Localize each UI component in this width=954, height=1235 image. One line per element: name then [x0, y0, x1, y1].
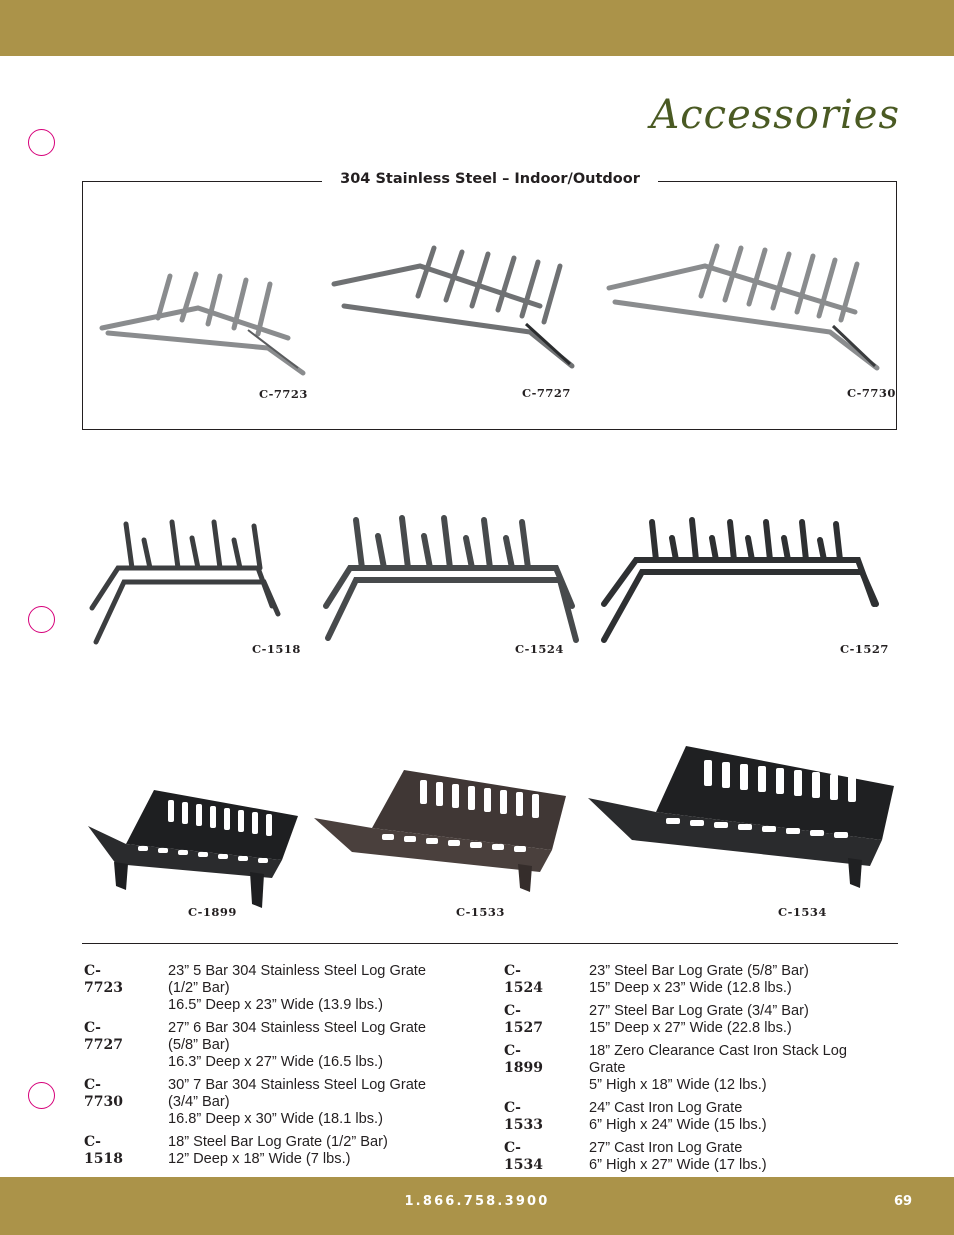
page-title: Accessories — [650, 92, 900, 138]
spec-line: 27” Steel Bar Log Grate (3/4” Bar) — [589, 1003, 809, 1019]
footer-phone: 1.866.758.3900 — [404, 1194, 550, 1209]
spec-line: 27” Cast Iron Log Grate — [589, 1140, 743, 1156]
spec-line: 6” High x 24” Wide (15 lbs.) — [589, 1117, 767, 1133]
grate-photo-c1527 — [596, 514, 884, 644]
page-number: 69 — [893, 1194, 913, 1209]
divider-rule — [82, 943, 898, 944]
spec-line: 16.3” Deep x 27” Wide (16.5 lbs.) — [168, 1054, 383, 1070]
photo-label: C-1534 — [778, 905, 827, 919]
spec-code: C-7723 — [84, 963, 123, 996]
spec-line: 16.8” Deep x 30” Wide (18.1 lbs.) — [168, 1111, 383, 1127]
spec-code: C-1518 — [84, 1134, 123, 1167]
spec-code: C-1524 — [504, 963, 543, 996]
spec-line: 23” Steel Bar Log Grate (5/8” Bar) — [589, 963, 809, 979]
photo-label: C-1524 — [515, 642, 564, 656]
photo-label: C-7727 — [522, 386, 571, 400]
spec-line: 12” Deep x 18” Wide (7 lbs.) — [168, 1151, 351, 1167]
spec-code: C-1534 — [504, 1140, 543, 1173]
grate-photo-c7727 — [330, 244, 580, 369]
spec-code: C-1899 — [504, 1043, 543, 1076]
spec-code: C-7727 — [84, 1020, 123, 1053]
spec-line: 15” Deep x 23” Wide (12.8 lbs.) — [589, 980, 792, 996]
spec-code: C-1533 — [504, 1100, 543, 1133]
spec-line: (5/8” Bar) — [168, 1037, 230, 1053]
punch-hole-mark — [28, 1082, 55, 1109]
spec-line: 18” Zero Clearance Cast Iron Stack Log — [589, 1043, 847, 1059]
spec-code: C-1527 — [504, 1003, 543, 1036]
spec-code: C-7730 — [84, 1077, 123, 1110]
stainless-section-title: 304 Stainless Steel – Indoor/Outdoor — [322, 171, 658, 187]
grate-photo-c1534 — [586, 744, 896, 890]
photo-label: C-1518 — [252, 642, 301, 656]
spec-line: 15” Deep x 27” Wide (22.8 lbs.) — [589, 1020, 792, 1036]
spec-line: 18” Steel Bar Log Grate (1/2” Bar) — [168, 1134, 388, 1150]
spec-line: 24” Cast Iron Log Grate — [589, 1100, 743, 1116]
spec-line: 6” High x 27” Wide (17 lbs.) — [589, 1157, 767, 1173]
spec-line: 5” High x 18” Wide (12 lbs.) — [589, 1077, 767, 1093]
punch-hole-mark — [28, 606, 55, 633]
spec-line: 30” 7 Bar 304 Stainless Steel Log Grate — [168, 1077, 426, 1093]
grate-photo-c1518 — [88, 518, 286, 646]
spec-line: 23” 5 Bar 304 Stainless Steel Log Grate — [168, 963, 426, 979]
spec-line: (1/2” Bar) — [168, 980, 230, 996]
spec-line: (3/4” Bar) — [168, 1094, 230, 1110]
spec-line: 27” 6 Bar 304 Stainless Steel Log Grate — [168, 1020, 426, 1036]
punch-hole-mark — [28, 129, 55, 156]
spec-line: Grate — [589, 1060, 626, 1076]
spec-line: 16.5” Deep x 23” Wide (13.9 lbs.) — [168, 997, 383, 1013]
grate-photo-c1533 — [312, 766, 568, 894]
grate-photo-c7730 — [605, 240, 887, 375]
grate-photo-c1899 — [86, 786, 302, 910]
grate-photo-c1524 — [320, 514, 582, 644]
header-band — [0, 0, 954, 56]
photo-label: C-1527 — [840, 642, 889, 656]
photo-label: C-1899 — [188, 905, 237, 919]
photo-label: C-1533 — [456, 905, 505, 919]
photo-label: C-7723 — [259, 387, 308, 401]
photo-label: C-7730 — [847, 386, 896, 400]
grate-photo-c7723 — [98, 268, 308, 378]
